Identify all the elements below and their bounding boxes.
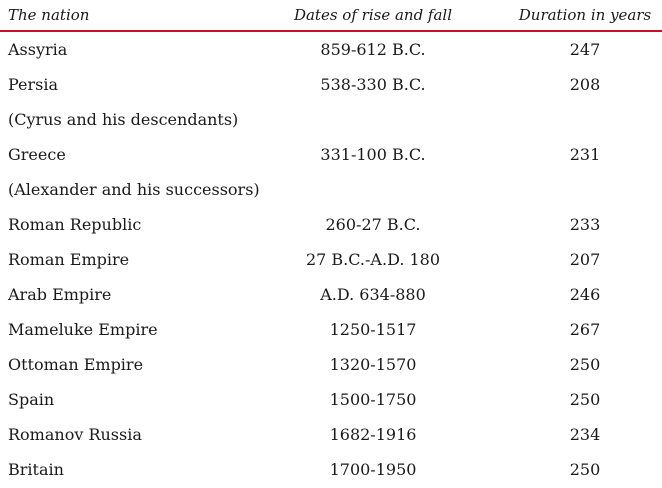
table-row [0,33,662,68]
table-row [0,313,662,348]
nation-cell: Roman Republic [8,215,142,234]
nation-cell: Spain [8,390,55,409]
dates-cell: 1250-1517 [329,320,417,339]
table-row [0,138,662,173]
dates-cell: 1682-1916 [329,425,417,444]
dates-cell: 1320-1570 [329,355,417,374]
dates-cell: 27 B.C.-A.D. 180 [305,250,441,269]
dates-cell: 260-27 B.C. [325,215,421,234]
header-divider [0,30,662,32]
table-row [0,243,662,278]
nation-cell: Romanov Russia [8,425,142,444]
nation-note-cell: (Alexander and his successors) [8,180,260,199]
duration-cell: 250 [569,390,601,409]
duration-cell: 250 [569,355,601,374]
nation-cell: Britain [8,460,64,479]
table-header [0,0,662,33]
header-duration: Duration in years [518,6,652,24]
table-row [0,278,662,313]
nation-cell: Greece [8,145,66,164]
nation-cell: Assyria [8,40,68,59]
table-row [0,348,662,383]
table-row [0,68,662,103]
nation-cell: Roman Empire [8,250,130,269]
nation-note-cell: (Cyrus and his descendants) [8,110,239,129]
duration-cell: 233 [569,215,601,234]
header-dates: Dates of rise and fall [293,6,453,24]
duration-cell: 250 [569,460,601,479]
duration-cell: 207 [569,250,601,269]
duration-cell: 231 [569,145,601,164]
table-row [0,383,662,418]
dates-cell: A.D. 634-880 [320,285,426,304]
duration-cell: 246 [569,285,601,304]
dates-cell: 538-330 B.C. [320,75,426,94]
nation-cell: Ottoman Empire [8,355,144,374]
dates-cell: 331-100 B.C. [320,145,426,164]
table-row [0,103,662,138]
nation-cell: Arab Empire [8,285,112,304]
table-row [0,418,662,453]
duration-cell: 247 [569,40,601,59]
dates-cell: 1700-1950 [329,460,417,479]
nation-cell: Persia [8,75,59,94]
duration-cell: 234 [569,425,601,444]
dates-cell: 1500-1750 [329,390,417,409]
nation-cell: Mameluke Empire [8,320,158,339]
table-row [0,208,662,243]
duration-cell: 267 [569,320,601,339]
table-row [0,173,662,208]
dates-cell: 859-612 B.C. [320,40,426,59]
duration-cell: 208 [569,75,601,94]
table-row [0,453,662,488]
header-nation: The nation [8,6,90,24]
